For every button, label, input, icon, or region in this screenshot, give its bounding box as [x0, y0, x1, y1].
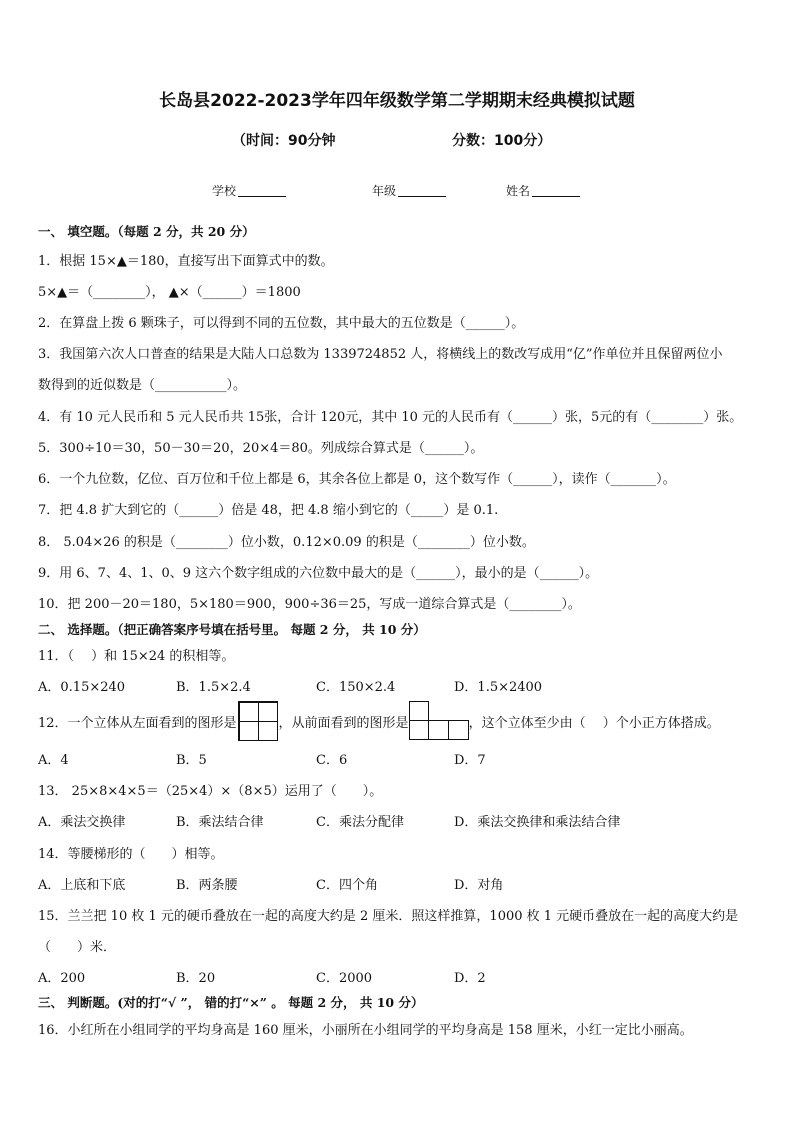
q12-option-a[interactable]: A．4 [38, 753, 69, 768]
q13-option-c[interactable]: C．乘法分配律 [316, 815, 404, 830]
exam-time: （时间：90分钟 [232, 133, 336, 149]
q14-option-a[interactable]: A．上底和下底 [38, 878, 126, 893]
q11-option-a[interactable]: A．0.15×240 [38, 680, 126, 695]
left-view-figure [238, 701, 278, 741]
q11-option-b[interactable]: B．1.5×2.4 [176, 680, 251, 695]
name-label: 姓名 [506, 184, 531, 198]
question-4: 4．有 10 元人民币和 5 元人民币共 15张，合计 120元，其中 10 元的人民币有（______）张，5元的有（________）张。 [38, 410, 743, 425]
question-13: 13． 25×8×4×5＝（25×4）×（8×5）运用了（ ）。 [38, 784, 383, 799]
q13-option-a[interactable]: A．乘法交换律 [38, 815, 126, 830]
question-15-line-1: 15．兰兰把 10 枚 1 元的硬币叠放在一起的高度大约是 2 厘米．照这样推算，1000 枚 1 元硬币叠放在一起的高度大约是 [38, 909, 739, 924]
q15-option-c[interactable]: C．2000 [316, 971, 373, 986]
question-12-part-3: ，这个立体至少由（ ）个小正方体搭成。 [468, 715, 720, 731]
question-12-part-2: ，从前面看到的图形是 [278, 715, 409, 731]
grade-field [372, 182, 446, 199]
q11-option-c[interactable]: C．150×2.4 [316, 680, 396, 695]
q12-option-c[interactable]: C．6 [316, 753, 348, 768]
section-1-heading: 一、 填空题。（每题 2 分，共 20 分） [38, 224, 255, 239]
q15-option-b[interactable]: B．20 [176, 971, 216, 986]
name-blank[interactable] [532, 184, 580, 197]
grade-blank[interactable] [398, 184, 446, 197]
q13-option-b[interactable]: B．乘法结合律 [176, 815, 264, 830]
exam-score: 分数：100分） [452, 133, 552, 149]
question-7: 7．把 4.8 扩大到它的（______）倍是 48，把 4.8 缩小到它的（_____）是 0.1. [38, 503, 499, 518]
page-title: 长岛县2022-2023学年四年级数学第二学期期末经典模拟试题 [159, 91, 635, 111]
school-label: 学校 [212, 184, 237, 198]
question-11: 11．（ ）和 15×24 的积相等。 [38, 649, 235, 664]
question-1-blanks: 5×▲＝（________）， ▲×（______）＝1800 [38, 285, 301, 300]
question-12 [38, 700, 720, 742]
grade-label: 年级 [372, 184, 397, 198]
question-2: 2．在算盘上拨 6 颗珠子，可以得到不同的五位数，其中最大的五位数是（______）。 [38, 316, 525, 331]
question-8: 8． 5.04×26 的积是（________）位小数，0.12×0.09 的积是（________）位小数。 [38, 535, 535, 550]
question-3-line-2: 数得到的近似数是（___________）。 [38, 378, 247, 393]
question-10: 10．把 200－20＝180，5×180＝900，900÷36＝25，写成一道综合算式是（________）。 [38, 597, 581, 612]
question-9: 9．用 6、7、4、1、0、9 这六个数字组成的六位数中最大的是（______），最小的是（______）。 [38, 566, 599, 581]
q15-option-a[interactable]: A．200 [38, 971, 86, 986]
question-12-part-1: 12．一个立体从左面看到的图形是 [38, 715, 237, 731]
q12-option-b[interactable]: B．5 [176, 753, 207, 768]
question-15-line-2: （ ）米． [38, 940, 117, 955]
q13-option-d[interactable]: D．乘法交换律和乘法结合律 [454, 815, 621, 830]
q15-option-d[interactable]: D．2 [454, 971, 486, 986]
front-view-figure [409, 701, 469, 741]
q12-option-d[interactable]: D．7 [454, 753, 486, 768]
name-field [506, 182, 580, 199]
q14-option-c[interactable]: C．四个角 [316, 878, 378, 893]
section-2-heading: 二、 选择题。（把正确答案序号填在括号里。 每题 2 分， 共 10 分） [38, 622, 426, 637]
q14-option-b[interactable]: B．两条腰 [176, 878, 238, 893]
question-14: 14．等腰梯形的（ ）相等。 [38, 847, 224, 862]
q11-option-d[interactable]: D．1.5×2400 [454, 680, 543, 695]
question-6: 6．一个九位数，亿位、百万位和千位上都是 6，其余各位上都是 0，这个数写作（______），读作（_______）。 [38, 472, 676, 487]
question-5: 5．300÷10＝30，50－30＝20，20×4＝80。列成综合算式是（______）。 [38, 441, 484, 456]
q14-option-d[interactable]: D．对角 [454, 878, 504, 893]
school-field [212, 182, 286, 199]
school-blank[interactable] [238, 184, 286, 197]
question-16: 16．小红所在小组同学的平均身高是 160 厘米，小丽所在小组同学的平均身高是 158 厘米，小红一定比小丽高。 [38, 1023, 693, 1038]
question-3-line-1: 3．我国第六次人口普查的结果是大陆人口总数为 1339724852 人，将横线上的数改写成用“亿”作单位并且保留两位小 [38, 347, 723, 362]
section-3-heading: 三、 判断题。(对的打“√ ”， 错的打“×” 。 每题 2 分， 共 10 分） [38, 995, 424, 1010]
question-1: 1．根据 15×▲＝180，直接写出下面算式中的数。 [38, 254, 334, 269]
